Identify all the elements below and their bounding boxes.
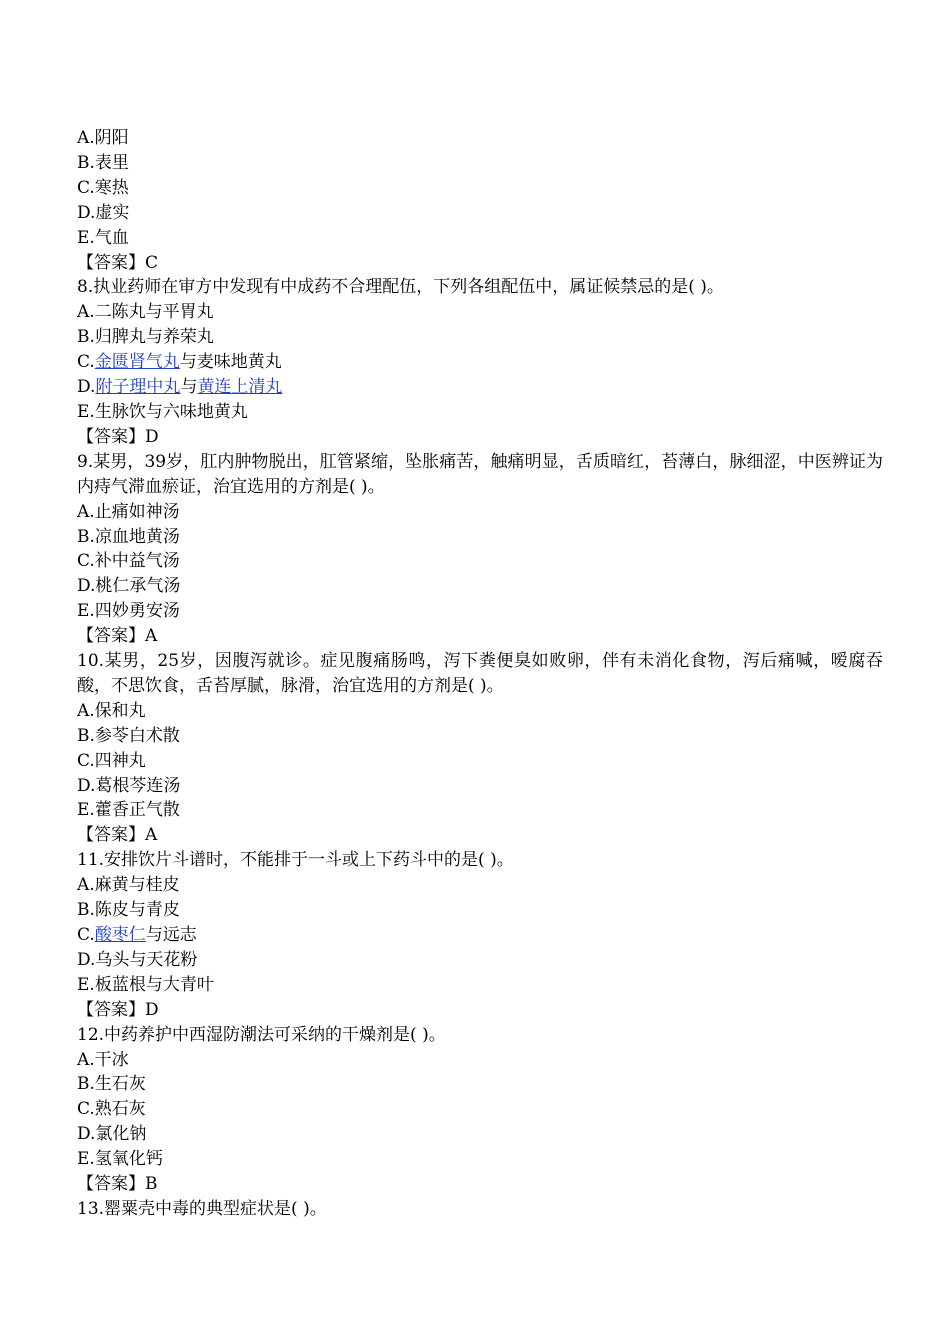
- option-c: C.补中益气汤: [77, 551, 180, 572]
- option-e: E.氢氧化钙: [77, 1149, 163, 1170]
- option-d: D.葛根芩连汤: [77, 775, 181, 796]
- question-stem: 11.安排饮片斗谱时，不能排于一斗或上下药斗中的是( )。: [77, 850, 514, 871]
- question-8: [77, 275, 883, 449]
- answer: 【答案】C: [77, 252, 159, 273]
- option-label: C.: [77, 352, 95, 373]
- answer: 【答案】D: [77, 426, 159, 447]
- answer: 【答案】A: [77, 825, 158, 846]
- question-stem: 8.执业药师在审方中发现有中成药不合理配伍，下列各组配伍中，属证候禁忌的是( )。: [77, 277, 724, 298]
- answer: 【答案】B: [77, 1174, 158, 1195]
- question-7: [77, 126, 883, 275]
- option-d: D.乌头与天花粉: [77, 949, 198, 970]
- option-b: B.归脾丸与养荣丸: [77, 327, 214, 348]
- option-e: E.气血: [77, 227, 129, 248]
- option-a: A.二陈丸与平胃丸: [77, 302, 214, 323]
- question-stem: 10.某男，25岁，因腹泻就诊。症见腹痛肠鸣，泻下粪便臭如败卵，伴有未消化食物，泻后痛喊，嗳腐吞酸，不思饮食，舌苔厚腻，脉滑，治宜选用的方剂是( )。: [77, 651, 883, 696]
- question-stem: 12.中药养护中西湿防潮法可采纳的干燥剂是( )。: [77, 1024, 446, 1045]
- option-b: B.表里: [77, 152, 129, 173]
- option-c: C.寒热: [77, 177, 129, 198]
- option-label: C.: [77, 925, 95, 945]
- option-d: [77, 375, 883, 400]
- option-d: D.桃仁承气汤: [77, 576, 181, 597]
- option-c: [77, 350, 883, 375]
- option-a: A.麻黄与桂皮: [77, 875, 180, 896]
- question-13: [77, 1197, 883, 1222]
- option-a: A.干冰: [77, 1049, 129, 1070]
- option-text: 与: [180, 377, 198, 398]
- option-c: C.熟石灰: [77, 1099, 146, 1120]
- option-a: A.止痛如神汤: [77, 501, 180, 522]
- option-a: A.阴阳: [77, 128, 129, 148]
- option-e: E.藿香正气散: [77, 800, 180, 821]
- answer: 【答案】D: [77, 999, 159, 1020]
- option-e: E.生脉饮与六味地黄丸: [77, 401, 248, 422]
- link-suanzaoren[interactable]: 酸枣仁: [94, 925, 146, 945]
- option-label: D.: [77, 377, 96, 398]
- exam-questions: [77, 126, 883, 1222]
- option-d: D.虚实: [77, 202, 130, 223]
- question-11: [77, 848, 883, 1022]
- link-huanglian-shangqing-wan[interactable]: 黄连上清丸: [197, 377, 283, 398]
- question-12: [77, 1023, 883, 1197]
- option-b: B.生石灰: [77, 1074, 146, 1095]
- option-text: 与远志: [145, 925, 197, 945]
- option-e: E.板蓝根与大青叶: [77, 974, 214, 995]
- link-jinkui-shenqi-wan[interactable]: 金匮肾气丸: [94, 352, 180, 373]
- option-b: B.参苓白术散: [77, 725, 180, 746]
- option-a: A.保和丸: [77, 700, 146, 721]
- option-c: [77, 923, 883, 948]
- option-d: D.氯化钠: [77, 1124, 147, 1145]
- option-c: C.四神丸: [77, 750, 146, 771]
- option-text: 与麦味地黄丸: [179, 352, 282, 373]
- answer: 【答案】A: [77, 626, 158, 647]
- question-9: [77, 450, 883, 649]
- question-stem: 13.罂粟壳中毒的典型症状是( )。: [77, 1198, 327, 1219]
- option-e: E.四妙勇安汤: [77, 601, 180, 622]
- link-fuzi-lizhong-wan[interactable]: 附子理中丸: [95, 377, 181, 398]
- question-stem: 9.某男，39岁，肛内肿物脱出，肛管紧缩，坠胀痛苦，触痛明显，舌质暗红，苔薄白，脉细涩，中医辨证为内痔气滞血瘀证，治宜选用的方剂是( )。: [77, 451, 883, 497]
- question-10: [77, 649, 883, 848]
- option-b: B.陈皮与青皮: [77, 900, 180, 921]
- option-b: B.凉血地黄汤: [77, 526, 180, 547]
